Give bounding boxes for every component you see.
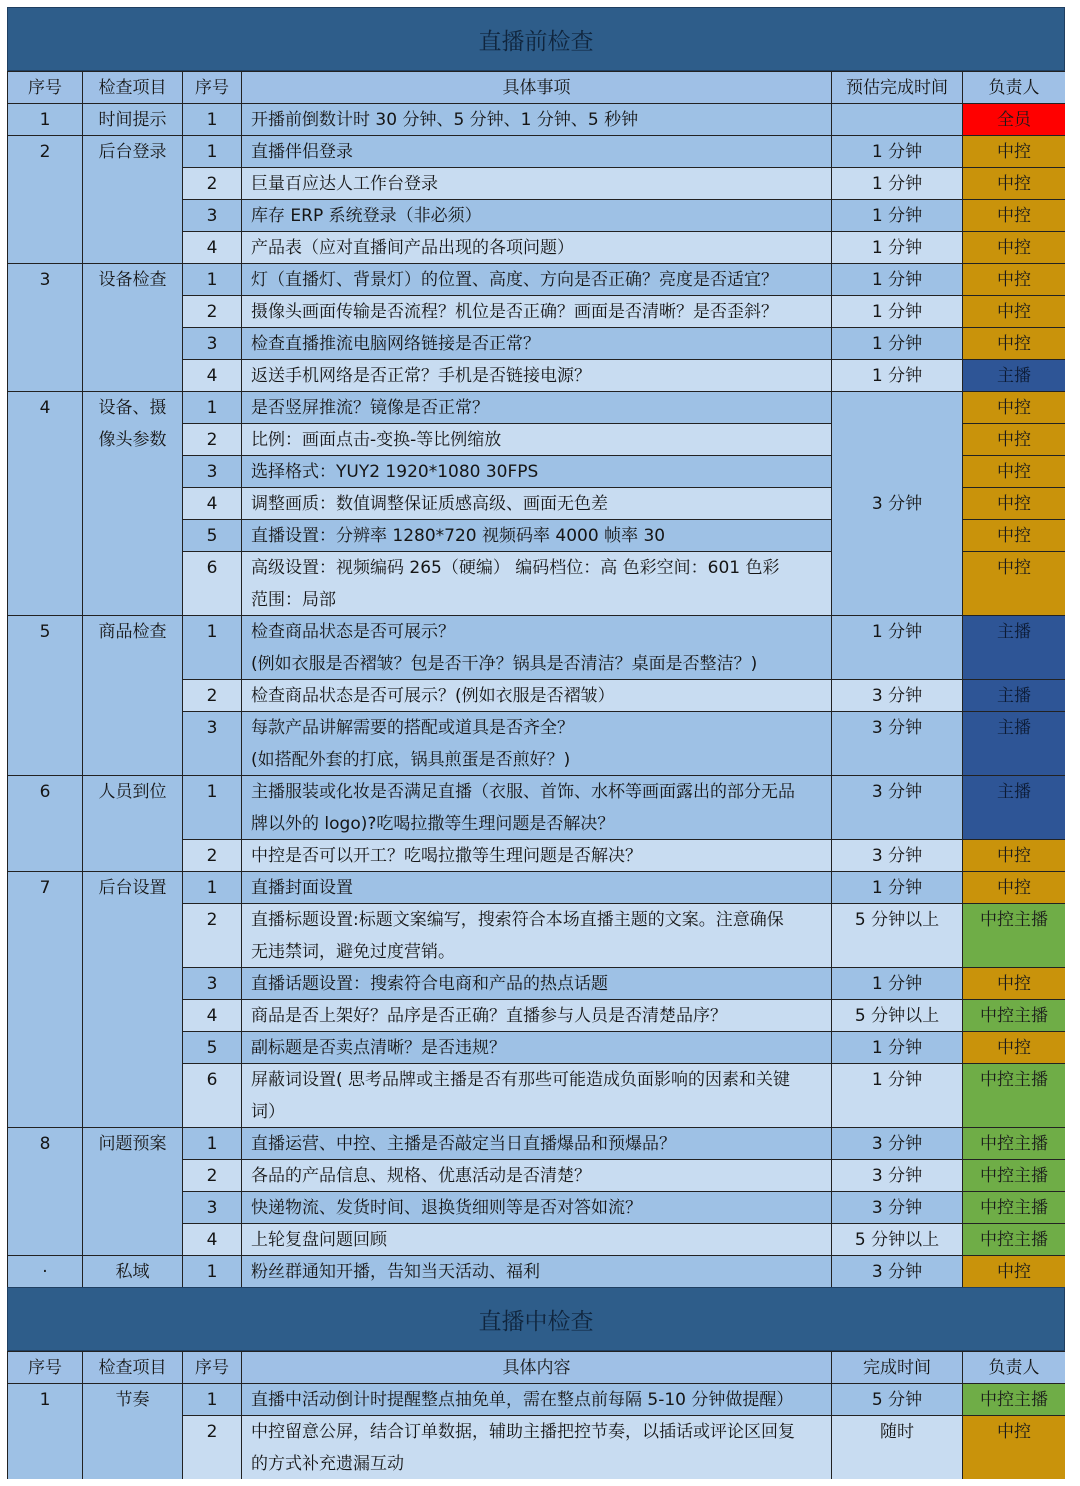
group-item-line: 人员到位 <box>98 782 167 802</box>
row-time: 1 分钟 <box>831 167 962 199</box>
row-description <box>241 167 831 199</box>
row-sub-number: 3 <box>182 1191 241 1223</box>
row-owner: 主播 <box>962 359 1065 391</box>
description-line: 调整画质：数值调整保证质感高级、画面无色差 <box>251 494 608 514</box>
row-sub-number: 2 <box>182 839 241 871</box>
row-time: 5 分钟以上 <box>831 999 962 1031</box>
group-item <box>82 1255 182 1287</box>
column-header: 检查项目 <box>82 1351 182 1383</box>
description-line: 选择格式：YUY2 1920*1080 30FPS <box>251 462 539 482</box>
description-line: 中控是否可以开工？吃喝拉撒等生理问题是否解决？ <box>251 846 642 866</box>
column-header: 负责人 <box>962 1351 1065 1383</box>
row-description <box>241 711 831 775</box>
row-description <box>241 1063 831 1127</box>
group-number: 1 <box>7 1383 82 1479</box>
row-owner: 中控 <box>962 167 1065 199</box>
row-sub-number: 2 <box>182 167 241 199</box>
row-description <box>241 1415 831 1479</box>
column-header: 负责人 <box>962 71 1065 103</box>
description-line: 是否竖屏推流？镜像是否正常？ <box>251 398 489 418</box>
row-description <box>241 359 831 391</box>
column-header: 完成时间 <box>831 1351 962 1383</box>
row-description <box>241 999 831 1031</box>
row-sub-number: 4 <box>182 487 241 519</box>
description-line: (如搭配外套的打底，锅具煎蛋是否煎好？) <box>251 750 571 770</box>
section-title: 直播中检查 <box>7 1287 1065 1351</box>
group-item <box>82 1127 182 1255</box>
description-line: 直播运营、中控、主播是否敲定当日直播爆品和预爆品？ <box>251 1134 676 1154</box>
description-line: 直播封面设置 <box>251 878 353 898</box>
description-line: 每款产品讲解需要的搭配或道具是否齐全？ <box>251 718 574 738</box>
row-sub-number: 3 <box>182 327 241 359</box>
row-description <box>241 1383 831 1415</box>
group-item <box>82 615 182 775</box>
row-description <box>241 839 831 871</box>
row-time: 1 分钟 <box>831 231 962 263</box>
group-number: 8 <box>7 1127 82 1255</box>
row-owner: 中控主播 <box>962 1159 1065 1191</box>
row-owner: 中控 <box>962 423 1065 455</box>
row-time: 1 分钟 <box>831 615 962 679</box>
group-item <box>82 263 182 391</box>
description-line: 直播设置：分辨率 1280*720 视频码率 4000 帧率 30 <box>251 526 666 546</box>
row-owner: 中控 <box>962 295 1065 327</box>
row-owner: 中控主播 <box>962 1063 1065 1127</box>
group-number: 7 <box>7 871 82 1127</box>
description-line: 比例：画面点击-变换-等比例缩放 <box>251 430 502 450</box>
row-owner: 中控 <box>962 1031 1065 1063</box>
group-item-line: 时间提示 <box>98 110 167 130</box>
group-item-line: 后台登录 <box>98 142 167 162</box>
row-description <box>241 455 831 487</box>
row-time: 5 分钟以上 <box>831 1223 962 1255</box>
row-description <box>241 551 831 615</box>
row-description <box>241 327 831 359</box>
row-sub-number: 4 <box>182 1223 241 1255</box>
description-line: 的方式补充遗漏互动 <box>251 1454 404 1474</box>
description-line: 各品的产品信息、规格、优惠活动是否清楚？ <box>251 1166 591 1186</box>
row-owner: 中控 <box>962 519 1065 551</box>
column-header: 预估完成时间 <box>831 71 962 103</box>
row-sub-number: 1 <box>182 615 241 679</box>
row-sub-number: 1 <box>182 1127 241 1159</box>
row-sub-number: 1 <box>182 135 241 167</box>
row-sub-number: 1 <box>182 1255 241 1287</box>
description-line: 词） <box>251 1102 285 1122</box>
description-line: 上轮复盘问题回顾 <box>251 1230 387 1250</box>
row-description <box>241 263 831 295</box>
group-item <box>82 871 182 1127</box>
row-description <box>241 1127 831 1159</box>
group-item-line: 问题预案 <box>98 1134 167 1154</box>
column-header: 序号 <box>182 71 241 103</box>
row-sub-number: 1 <box>182 1383 241 1415</box>
row-description <box>241 103 831 135</box>
row-time: 1 分钟 <box>831 967 962 999</box>
row-description <box>241 391 831 423</box>
row-sub-number: 4 <box>182 359 241 391</box>
group-item <box>82 1383 182 1479</box>
group-item <box>82 135 182 263</box>
column-header: 序号 <box>182 1351 241 1383</box>
description-line: 范围：局部 <box>251 590 336 610</box>
row-description <box>241 423 831 455</box>
row-description <box>241 679 831 711</box>
column-header: 具体内容 <box>241 1351 831 1383</box>
row-time: 1 分钟 <box>831 1031 962 1063</box>
row-owner: 中控 <box>962 871 1065 903</box>
description-line: 屏蔽词设置( 思考品牌或主播是否有那些可能造成负面影响的因素和关键 <box>251 1070 791 1090</box>
column-header: 序号 <box>7 71 82 103</box>
row-sub-number: 1 <box>182 775 241 839</box>
row-owner: 主播 <box>962 615 1065 679</box>
description-line: 直播标题设置:标题文案编写，搜索符合本场直播主题的文案。注意确保 <box>251 910 784 930</box>
row-owner: 中控 <box>962 1415 1065 1479</box>
column-header: 检查项目 <box>82 71 182 103</box>
group-number: · <box>7 1255 82 1287</box>
row-time <box>831 103 962 135</box>
description-line: 商品是否上架好？品序是否正确？直播参与人员是否清楚品序？ <box>251 1006 727 1026</box>
row-time: 3 分钟 <box>831 1191 962 1223</box>
row-owner: 中控 <box>962 231 1065 263</box>
row-sub-number: 2 <box>182 295 241 327</box>
description-line: 库存 ERP 系统登录（非必须） <box>251 206 482 226</box>
row-sub-number: 3 <box>182 199 241 231</box>
group-item-line: 私域 <box>115 1262 150 1282</box>
description-line: 直播话题设置：搜索符合电商和产品的热点话题 <box>251 974 608 994</box>
row-description <box>241 1223 831 1255</box>
group-item-line: 商品检查 <box>98 622 167 642</box>
row-owner: 中控 <box>962 199 1065 231</box>
row-owner: 中控 <box>962 263 1065 295</box>
group-item <box>82 103 182 135</box>
description-line: 牌以外的 logo)?吃喝拉撒等生理问题是否解决？ <box>251 814 615 834</box>
description-line: 返送手机网络是否正常？手机是否链接电源？ <box>251 366 591 386</box>
row-owner: 主播 <box>962 679 1065 711</box>
description-line: 巨量百应达人工作台登录 <box>251 174 438 194</box>
row-sub-number: 3 <box>182 455 241 487</box>
group-item-line: 后台设置 <box>98 878 167 898</box>
row-time: 随时 <box>831 1415 962 1479</box>
row-owner: 中控 <box>962 967 1065 999</box>
row-description <box>241 231 831 263</box>
row-description <box>241 615 831 679</box>
row-sub-number: 4 <box>182 999 241 1031</box>
description-line: 副标题是否卖点清晰？是否违规？ <box>251 1038 506 1058</box>
row-time: 1 分钟 <box>831 199 962 231</box>
row-owner: 全员 <box>962 103 1065 135</box>
row-time: 1 分钟 <box>831 295 962 327</box>
row-description <box>241 775 831 839</box>
row-description <box>241 295 831 327</box>
row-owner: 中控主播 <box>962 1191 1065 1223</box>
row-time: 1 分钟 <box>831 263 962 295</box>
row-time: 1 分钟 <box>831 871 962 903</box>
time-merged: 3 分钟 <box>831 391 962 615</box>
column-header: 具体事项 <box>241 71 831 103</box>
row-sub-number: 2 <box>182 1159 241 1191</box>
group-number: 5 <box>7 615 82 775</box>
row-owner: 中控主播 <box>962 1383 1065 1415</box>
row-owner: 中控主播 <box>962 999 1065 1031</box>
row-sub-number: 6 <box>182 1063 241 1127</box>
row-time: 1 分钟 <box>831 327 962 359</box>
row-description <box>241 1159 831 1191</box>
description-line: 快递物流、发货时间、退换货细则等是否对答如流？ <box>251 1198 642 1218</box>
description-line: 直播伴侣登录 <box>251 142 353 162</box>
row-sub-number: 4 <box>182 231 241 263</box>
row-description <box>241 199 831 231</box>
row-owner: 中控 <box>962 839 1065 871</box>
group-item-line: 设备检查 <box>98 270 167 290</box>
row-description <box>241 1191 831 1223</box>
row-time: 1 分钟 <box>831 359 962 391</box>
row-owner: 中控 <box>962 1255 1065 1287</box>
group-item-line: 节奏 <box>115 1390 150 1410</box>
row-sub-number: 5 <box>182 1031 241 1063</box>
row-time: 5 分钟以上 <box>831 903 962 967</box>
description-line: 主播服装或化妆是否满足直播（衣服、首饰、水杯等画面露出的部分无品 <box>251 782 795 802</box>
group-item-line: 像头参数 <box>98 430 167 450</box>
row-description <box>241 1255 831 1287</box>
row-sub-number: 1 <box>182 103 241 135</box>
row-owner: 中控主播 <box>962 903 1065 967</box>
row-description <box>241 487 831 519</box>
row-sub-number: 1 <box>182 871 241 903</box>
row-description <box>241 519 831 551</box>
row-time: 3 分钟 <box>831 1255 962 1287</box>
row-description <box>241 903 831 967</box>
description-line: 中控留意公屏，结合订单数据，辅助主播把控节奏，以插话或评论区回复 <box>251 1422 795 1442</box>
row-owner: 中控主播 <box>962 1127 1065 1159</box>
description-line: 无违禁词，避免过度营销。 <box>251 942 455 962</box>
row-time: 1 分钟 <box>831 135 962 167</box>
group-number: 6 <box>7 775 82 871</box>
row-time: 3 分钟 <box>831 839 962 871</box>
row-description <box>241 967 831 999</box>
row-owner: 中控 <box>962 327 1065 359</box>
row-sub-number: 2 <box>182 1415 241 1479</box>
row-sub-number: 2 <box>182 423 241 455</box>
description-line: 摄像头画面传输是否流程？机位是否正确？画面是否清晰？是否歪斜？ <box>251 302 778 322</box>
description-line: 检查商品状态是否可展示？(例如衣服是否褶皱） <box>251 686 615 706</box>
row-owner: 中控 <box>962 135 1065 167</box>
group-item <box>82 391 182 615</box>
description-line: (例如衣服是否褶皱？包是否干净？锅具是否清洁？桌面是否整洁？) <box>251 654 758 674</box>
description-line: 检查商品状态是否可展示？ <box>251 622 455 642</box>
row-description <box>241 871 831 903</box>
row-description <box>241 135 831 167</box>
row-owner: 中控 <box>962 391 1065 423</box>
row-time: 3 分钟 <box>831 711 962 775</box>
row-sub-number: 3 <box>182 967 241 999</box>
section-title: 直播前检查 <box>7 7 1065 71</box>
row-owner: 中控主播 <box>962 1223 1065 1255</box>
row-time: 3 分钟 <box>831 1159 962 1191</box>
description-line: 产品表（应对直播间产品出现的各项问题） <box>251 238 574 258</box>
row-sub-number: 2 <box>182 903 241 967</box>
row-owner: 中控 <box>962 551 1065 615</box>
column-header: 序号 <box>7 1351 82 1383</box>
row-sub-number: 5 <box>182 519 241 551</box>
row-owner: 主播 <box>962 711 1065 775</box>
description-line: 粉丝群通知开播，告知当天活动、福利 <box>251 1262 540 1282</box>
description-line: 检查直播推流电脑网络链接是否正常？ <box>251 334 540 354</box>
row-time: 3 分钟 <box>831 679 962 711</box>
row-time: 5 分钟 <box>831 1383 962 1415</box>
row-owner: 主播 <box>962 775 1065 839</box>
description-line: 灯（直播灯、背景灯）的位置、高度、方向是否正确？亮度是否适宜？ <box>251 270 778 290</box>
row-sub-number: 1 <box>182 391 241 423</box>
row-sub-number: 1 <box>182 263 241 295</box>
row-description <box>241 1031 831 1063</box>
description-line: 开播前倒数计时 30 分钟、5 分钟、1 分钟、5 秒钟 <box>251 110 639 130</box>
description-line: 直播中活动倒计时提醒整点抽免单，需在整点前每隔 5-10 分钟做提醒） <box>251 1390 794 1410</box>
row-time: 1 分钟 <box>831 1063 962 1127</box>
group-item-line: 设备、摄 <box>98 398 167 418</box>
description-line: 高级设置：视频编码 265（硬编） 编码档位：高 色彩空间：601 色彩 <box>251 558 780 578</box>
group-number: 4 <box>7 391 82 615</box>
row-time: 3 分钟 <box>831 1127 962 1159</box>
row-time: 3 分钟 <box>831 775 962 839</box>
row-owner: 中控 <box>962 455 1065 487</box>
row-owner: 中控 <box>962 487 1065 519</box>
group-number: 2 <box>7 135 82 263</box>
row-sub-number: 3 <box>182 711 241 775</box>
row-sub-number: 6 <box>182 551 241 615</box>
row-sub-number: 2 <box>182 679 241 711</box>
group-number: 3 <box>7 263 82 391</box>
group-number: 1 <box>7 103 82 135</box>
group-item <box>82 775 182 871</box>
